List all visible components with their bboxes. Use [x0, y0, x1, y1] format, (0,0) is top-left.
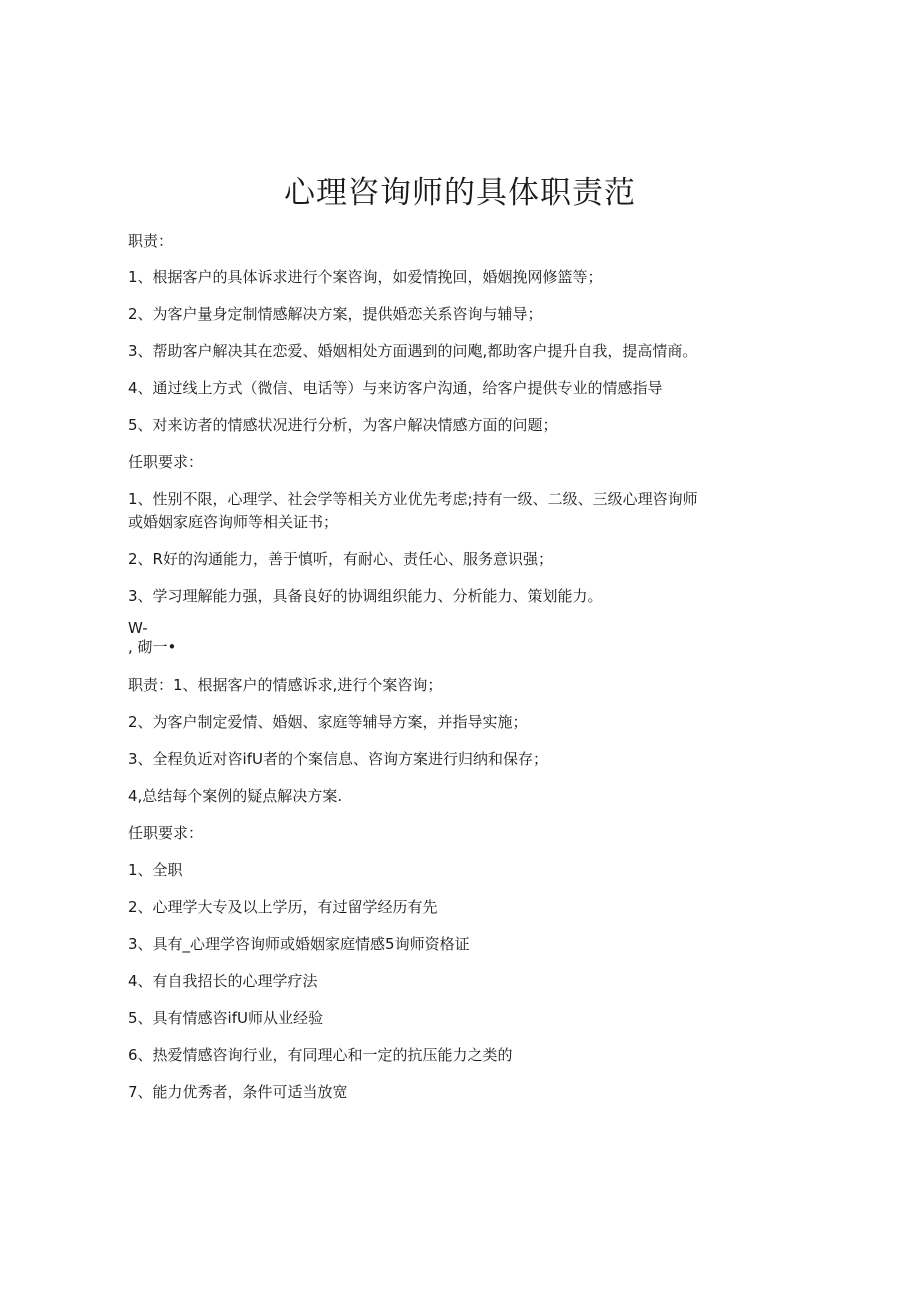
requirement-item: 3、学习理解能力强，具备良好的协调组织能力、分析能力、策划能力。	[128, 587, 603, 605]
requirement-item: 7、能力优秀者，条件可适当放宽	[128, 1083, 348, 1101]
requirements-heading: 任职要求：	[128, 824, 204, 842]
requirements-heading: 任职要求：	[128, 453, 204, 471]
page-title: 心理咨询师的具体职责范	[284, 175, 636, 211]
requirement-item-continued: 或婚姻家庭咨询师等相关证书；	[128, 513, 339, 531]
requirement-item: 2、R好的沟通能力，善于慎听，有耐心、责任心、服务意识强；	[128, 550, 553, 568]
requirement-item: 3、具有_心理学咨询师或婚姻家庭情感5询师资格证	[128, 935, 470, 953]
duty-item: 1、根据客户的具体诉求进行个案咨询，如爱情挽回，婚姻挽网修篮等；	[128, 268, 603, 286]
requirement-item: 4、有自我招长的心理学疗法	[128, 972, 318, 990]
separator-line-1: W-	[128, 619, 148, 637]
requirement-item: 5、具有情感咨ifU师从业经验	[128, 1009, 323, 1027]
duty-item: 职责：1、根据客户的情感诉求,进行个案咨询；	[128, 676, 443, 694]
requirement-item: 6、热爱情感咨询行业，有同理心和一定的抗压能力之类的	[128, 1046, 513, 1064]
duty-item: 4,总结每个案例的疑点解决方案.	[128, 787, 343, 805]
duty-item: 2、为客户制定爱情、婚姻、家庭等辅导方案，并指导实施；	[128, 713, 528, 731]
duty-item: 3、帮助客户解决其在恋爱、婚姻相处方面遇到的问飑,都助客户提升自我，提高情商。	[128, 342, 698, 360]
duty-item: 3、全程负近对咨ifU者的个案信息、咨询方案进行归纳和保存；	[128, 750, 548, 768]
duty-item: 5、对来访者的情感状况进行分析，为客户解决情感方面的问题；	[128, 416, 558, 434]
requirement-item: 2、心理学大专及以上学历，有过留学经历有先	[128, 898, 438, 916]
duty-item: 4、通过线上方式（微信、电话等）与来访客户沟通，给客户提供专业的情感指导	[128, 379, 663, 397]
duty-item: 2、为客户量身定制情感解决方案，提供婚恋关系咨询与辅导；	[128, 305, 543, 323]
requirement-item: 1、全职	[128, 861, 183, 879]
separator-line-2: , 砌一•	[128, 638, 177, 656]
duties-heading: 职责：	[128, 232, 174, 250]
requirement-item: 1、性别不限，心理学、社会学等相关方业优先考虑;持有一级、二级、三级心理咨询师	[128, 490, 698, 508]
